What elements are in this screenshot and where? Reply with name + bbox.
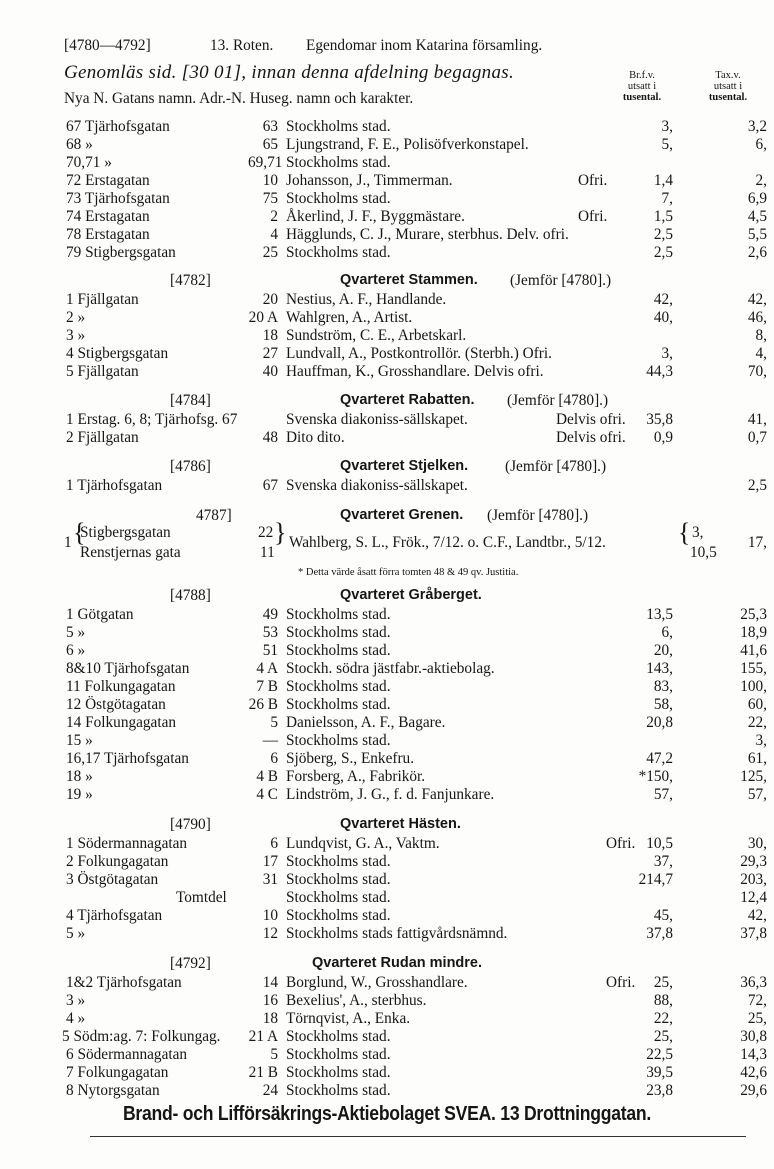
table-row: 1&2 Tjärhofsgatan 14 Borglund, W., Grosshandlare. Ofri. 25, 36,3	[66, 974, 767, 991]
page-range: [4780—4792]	[64, 37, 151, 54]
table-row: 3 » 18 Sundström, C. E., Arbetskarl. 8,	[66, 327, 767, 344]
table-row: 1 Erstag. 6, 8; Tjärhofsg. 67 Svenska diakoniss-sällskapet. Delvis ofri. 35,8 41,	[66, 411, 767, 428]
value-brace: {	[678, 518, 691, 547]
block-id: [4792]	[170, 955, 211, 972]
page-subtitle: Genomläs sid. [30 01], innan denna afdelning begagnas.	[64, 62, 515, 83]
table-row: 4 Stigbergsgatan 27 Lundvall, A., Postkontrollör. (Sterbh.) Ofri. 3, 4,	[66, 345, 767, 362]
block-id: [4790]	[170, 816, 211, 833]
block-id: [4788]	[170, 587, 211, 604]
table-row: 2 Fjällgatan 48 Dito dito. Delvis ofri. 0,9 0,7	[66, 429, 767, 446]
right-brace: }	[274, 518, 287, 547]
block-id: [4782]	[170, 272, 211, 289]
block-id: 4787]	[196, 507, 232, 524]
table-row: 1 Fjällgatan 20 Nestius, A. F., Handlande. 42, 42,	[66, 291, 767, 308]
left-brace: {	[73, 518, 86, 547]
block-heading	[0, 815, 774, 834]
table-row: 15 » — Stockholms stad. 3,	[66, 732, 767, 749]
table-row: 5 Fjällgatan 40 Hauffman, K., Grosshandlare. Delvis ofri. 44,3 70,	[66, 363, 767, 380]
block-heading	[0, 954, 774, 973]
footer-rule	[90, 1136, 746, 1137]
footer-advertisement: Brand- och Lifförsäkrings-Aktiebolaget SVEA. 13 Drottninggatan.	[122, 1103, 652, 1125]
block-name: Qvarteret Hästen.	[340, 816, 461, 832]
block-ref: (Jemför [4780].)	[510, 272, 612, 289]
table-row: Stigbergsgatan 22 3,	[80, 524, 704, 541]
table-row: 8&10 Tjärhofsgatan 4 A Stockh. södra jästfabr.-aktiebolag. 143, 155,	[66, 660, 767, 677]
block-id: [4786]	[170, 458, 211, 475]
block-ref: (Jemför [4780].)	[505, 458, 607, 475]
table-row: 8 Nytorgsgatan 24 Stockholms stad. 23,8 29,6	[66, 1082, 767, 1099]
table-row: 1 Tjärhofsgatan 67 Svenska diakoniss-sällskapet. 2,5	[66, 477, 767, 494]
table-row: 78 Erstagatan 4 Hägglunds, C. J., Murare, sterbhus. Delv. ofri. 2,5 5,5	[66, 226, 767, 243]
table-row: 79 Stigbergsgatan 25 Stockholms stad. 2,5 2,6	[66, 244, 767, 261]
table-row: Renstjernas gata 11 10,5	[80, 544, 717, 561]
page-title: Egendomar inom Katarina församling.	[306, 37, 543, 54]
block-name: Qvarteret Rabatten.	[340, 392, 475, 408]
table-row: 72 Erstagatan 10 Johansson, J., Timmerman. Ofri. 1,4 2,	[66, 172, 767, 189]
table-row: 6 » 51 Stockholms stad. 20, 41,6	[66, 642, 767, 659]
block-heading	[0, 586, 774, 605]
column-headings: Nya N. Gatans namn. Adr.-N. Huseg. namn och karakter.	[64, 90, 414, 107]
block-ref: (Jemför [4780].)	[487, 507, 589, 524]
table-row: 1 Södermannagatan 6 Lundqvist, G. A., Vaktm. Ofri. 10,5 30,	[66, 835, 767, 852]
table-row: 7 Folkungagatan 21 B Stockholms stad. 39,5 42,6	[66, 1064, 767, 1081]
block-name: Qvarteret Stammen.	[340, 272, 478, 288]
district: 13. Roten.	[210, 37, 274, 54]
table-row: 3 Östgötagatan 31 Stockholms stad. 214,7 203,	[66, 871, 767, 888]
table-row: 19 » 4 C Lindström, J. G., f. d. Fanjunkare. 57, 57,	[66, 786, 767, 803]
table-row: 70,71 » 69,71 Stockholms stad.	[66, 154, 391, 171]
table-row: 2 Folkungagatan 17 Stockholms stad. 37, 29,3	[66, 853, 767, 870]
block-heading	[0, 457, 774, 476]
table-row: 18 » 4 B Forsberg, A., Fabrikör. *150, 125,	[66, 768, 767, 785]
table-row: 4 Tjärhofsgatan 10 Stockholms stad. 45, 42,	[66, 907, 767, 924]
block-heading	[0, 391, 774, 410]
table-row: 67 Tjärhofsgatan 63 Stockholms stad. 3, 3,2	[66, 118, 767, 135]
table-row: 73 Tjärhofsgatan 75 Stockholms stad. 7, 6,9	[66, 190, 767, 207]
column-tax-header: Tax.v. utsatt i tusental.	[708, 70, 748, 103]
table-row: 1 Götgatan 49 Stockholms stad. 13,5 25,3	[66, 606, 767, 623]
table-row: 11 Folkungagatan 7 B Stockholms stad. 83, 100,	[66, 678, 767, 695]
table-row: 16,17 Tjärhofsgatan 6 Sjöberg, S., Enkefru. 47,2 61,	[66, 750, 767, 767]
table-row: 5 Södm:ag. 7: Folkungag. 21 A Stockholms stad. 25, 30,8	[62, 1028, 767, 1045]
block-name: Qvarteret Gråberget.	[340, 587, 482, 603]
page-header-line	[0, 36, 774, 55]
table-row: 3 » 16 Bexelius', A., sterbhus. 88, 72,	[66, 992, 767, 1009]
table-row: 14 Folkungagatan 5 Danielsson, A. F., Bagare. 20,8 22,	[66, 714, 767, 731]
table-row: 6 Södermannagatan 5 Stockholms stad. 22,5 14,3	[66, 1046, 767, 1063]
block-name: Qvarteret Rudan mindre.	[312, 955, 483, 971]
block-ref: (Jemför [4780].)	[507, 392, 609, 409]
table-row: 4 » 18 Törnqvist, A., Enka. 22, 25,	[66, 1010, 767, 1027]
table-row: 5 » 12 Stockholms stads fattigvårdsnämnd. 37,8 37,8	[66, 925, 767, 942]
table-row: 1 { } Wahlberg, S. L., Frök., 7/12. o. C.F., Landtbr., 5/12. { 17,	[64, 518, 767, 551]
block-id: [4784]	[170, 392, 211, 409]
table-row: Tomtdel Stockholms stad. 12,4	[176, 889, 767, 906]
table-row: 68 » 65 Ljungstrand, F. E., Polisöfverkonstapel. 5, 6,	[66, 136, 767, 153]
table-row: 2 » 20 A Wahlgren, A., Artist. 40, 46,	[66, 309, 767, 326]
column-bf-header: Br.f.v. utsatt i tusental.	[622, 70, 662, 103]
block-name: Qvarteret Stjelken.	[340, 458, 469, 474]
block-heading	[0, 271, 774, 290]
table-row: 5 » 53 Stockholms stad. 6, 18,9	[66, 624, 767, 641]
table-row: 74 Erstagatan 2 Åkerlind, J. F., Byggmästare. Ofri. 1,5 4,5	[66, 208, 767, 225]
table-row: 12 Östgötagatan 26 B Stockholms stad. 58, 60,	[66, 696, 767, 713]
block-name: Qvarteret Grenen.	[340, 507, 464, 523]
footnote: * Detta värde åsatt förra tomten 48 & 49 qv. Justitia.	[298, 567, 519, 578]
